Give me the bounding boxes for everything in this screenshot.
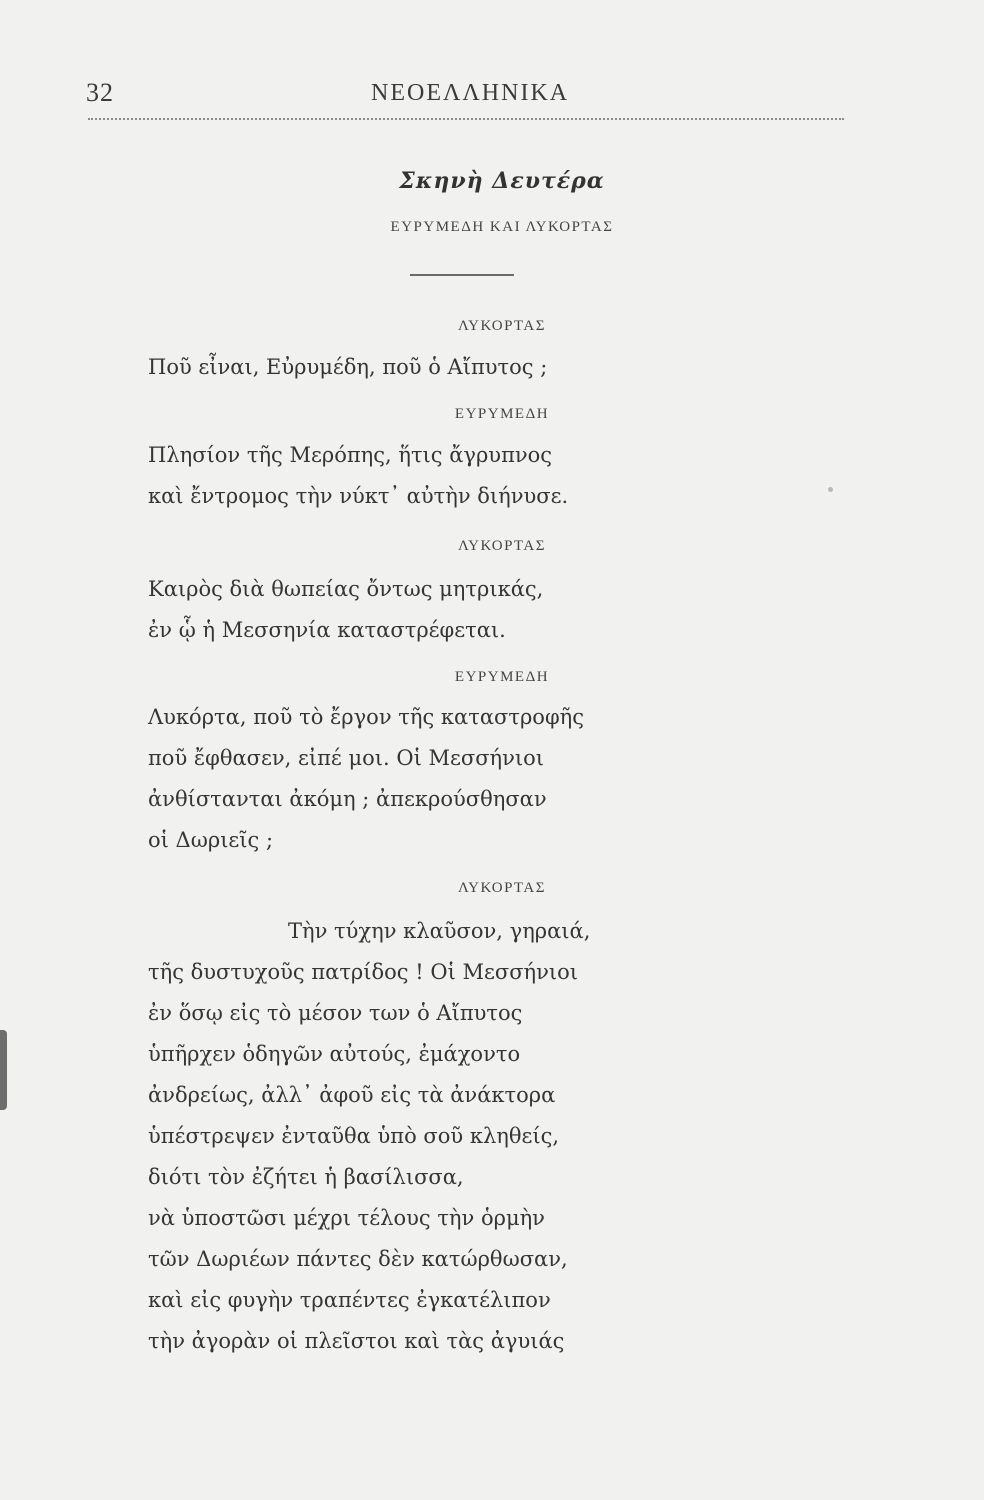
verse-line: ὑπέστρεψεν ἐνταῦθα ὑπὸ σοῦ κληθείς, xyxy=(148,1124,560,1148)
running-head xyxy=(86,78,846,118)
speaker-label: ΛΥΚΟΡΤΑΣ xyxy=(458,880,546,896)
verse-line: ἐν ᾧ ἡ Μεσσηνία καταστρέφεται. xyxy=(148,618,506,642)
verse-line: ποῦ ἔφθασεν, εἰπέ μοι. Οἱ Μεσσήνιοι xyxy=(148,746,544,770)
scene-divider xyxy=(410,274,514,276)
verse-line: οἱ Δωριεῖς ; xyxy=(148,828,274,852)
verse-line: τῶν Δωριέων πάντες δὲν κατώρθωσαν, xyxy=(148,1247,568,1271)
page-number: 32 xyxy=(86,78,114,107)
verse-line: καὶ εἰς φυγὴν τραπέντες ἐγκατέλιπον xyxy=(148,1288,551,1312)
speaker-label: ΛΥΚΟΡΤΑΣ xyxy=(458,538,546,554)
speaker-label: ΕΥΡΥΜΕΔΗ xyxy=(454,406,550,422)
verse-line: ἀνθίστανται ἀκόμη ; ἀπεκρούσθησαν xyxy=(148,787,547,811)
verse-line: Τὴν τύχην κλαῦσον, γηραιά, xyxy=(288,919,591,943)
verse-line: τὴν ἀγορὰν οἱ πλεῖστοι καὶ τὰς ἀγυιάς xyxy=(148,1329,565,1353)
paper-speck xyxy=(828,487,833,492)
header-rule xyxy=(88,118,844,120)
verse-line: καὶ ἔντρομος τὴν νύκτ᾽ αὐτὴν διήνυσε. xyxy=(148,484,569,508)
speaker-label: ΛΥΚΟΡΤΑΣ xyxy=(458,318,546,334)
verse-line: Ποῦ εἶναι, Εὐρυμέδη, ποῦ ὁ Αἴπυτος ; xyxy=(148,355,548,379)
verse-line: ἐν ὅσῳ εἰς τὸ μέσον των ὁ Αἴπυτος xyxy=(148,1001,523,1025)
verse-line: νὰ ὑποστῶσι μέχρι τέλους τὴν ὁρμὴν xyxy=(148,1206,545,1230)
running-title: ΝΕΟΕΛΛΗΝΙΚΑ xyxy=(371,80,570,106)
verse-line: ἀνδρείως, ἀλλ᾽ ἀφοῦ εἰς τὰ ἀνάκτορα xyxy=(148,1083,556,1107)
verse-line: Πλησίον τῆς Μερόπης, ἥτις ἄγρυπνος xyxy=(148,443,553,467)
verse-line: τῆς δυστυχοῦς πατρίδος ! Οἱ Μεσσήνιοι xyxy=(148,960,578,984)
verse-line: ὑπῆρχεν ὁδηγῶν αὐτούς, ἐμάχοντο xyxy=(148,1042,521,1066)
verse-line: διότι τὸν ἐζήτει ἡ βασίλισσα, xyxy=(148,1165,464,1189)
speaker-label: ΕΥΡΥΜΕΔΗ xyxy=(454,669,550,685)
verse-line: Καιρὸς διὰ θωπείας ὄντως μητρικάς, xyxy=(148,577,544,601)
scene-title: Σκηνὴ Δευτέρα xyxy=(399,168,605,194)
page-edge-shadow xyxy=(0,1030,7,1110)
scene-persons: ΕΥΡΥΜΕΔΗ ΚΑΙ ΛΥΚΟΡΤΑΣ xyxy=(390,219,614,235)
verse-line: Λυκόρτα, ποῦ τὸ ἔργον τῆς καταστροφῆς xyxy=(148,705,584,729)
